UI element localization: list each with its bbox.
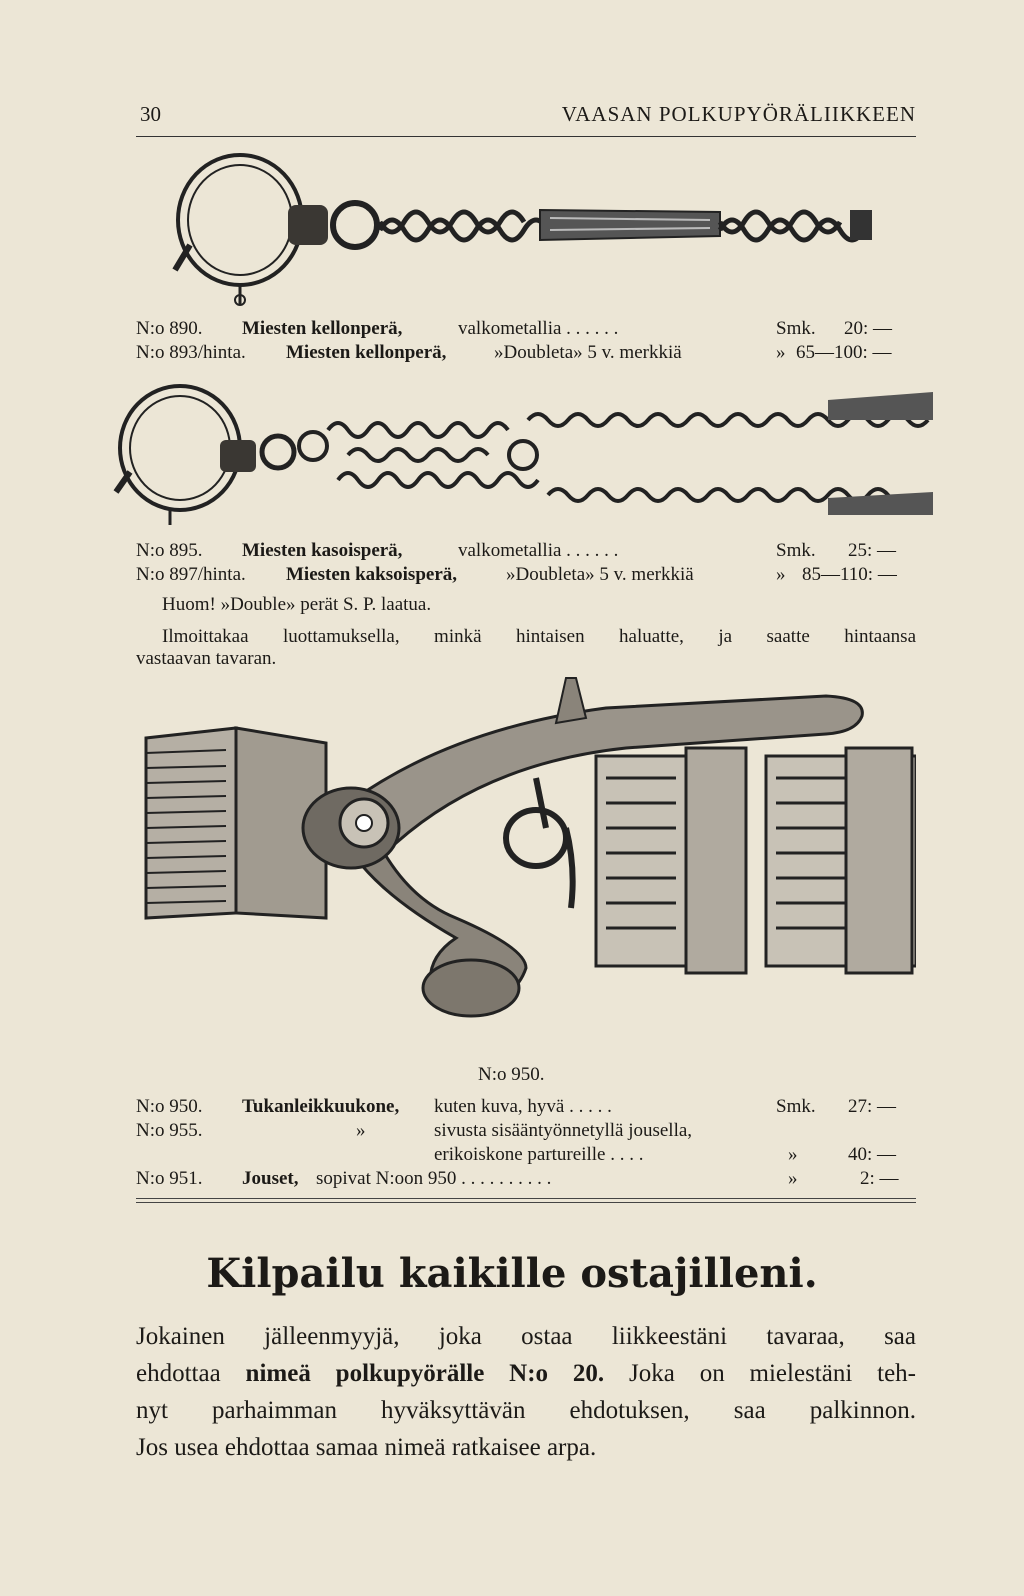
price-row-950 xyxy=(136,1096,916,1122)
currency: » xyxy=(776,342,786,363)
divider-top xyxy=(136,1198,916,1199)
item-number: N:o 955. xyxy=(136,1120,203,1141)
price-row-890 xyxy=(136,318,916,344)
item-price: 20: — xyxy=(844,318,893,339)
currency: Smk. xyxy=(776,1096,816,1117)
item-price: 65—100: — xyxy=(796,342,892,363)
contest-line-4: Jos usea ehdottaa samaa nimeä ratkaisee arpa. xyxy=(136,1434,597,1461)
item-name: Miesten kaksoisperä, xyxy=(286,564,457,585)
notice-line-2: vastaavan tavaran. xyxy=(136,648,277,669)
currency: Smk. xyxy=(776,540,816,561)
item-desc: sopivat N:oon 950 . . . . . . . . . . xyxy=(316,1168,552,1189)
currency: Smk. xyxy=(776,318,816,339)
item-desc: »Doubleta» 5 v. merkkiä xyxy=(494,342,682,363)
clipper-caption: N:o 950. xyxy=(478,1064,545,1085)
currency: » xyxy=(776,564,786,585)
notice-line-1: Ilmoittakaa luottamuksella, minkä hintaisen haluatte, ja saatte hintaansa xyxy=(162,626,916,647)
item-name: Jouset, xyxy=(242,1168,299,1189)
currency: » xyxy=(788,1168,798,1189)
item-desc: valkometallia . . . . . . xyxy=(458,540,619,561)
hair-clipper-illustration xyxy=(126,668,916,1048)
item-price: 2: — xyxy=(860,1168,899,1189)
item-price: 25: — xyxy=(848,540,897,561)
contest-line-2-start: ehdottaa xyxy=(136,1360,221,1387)
item-desc: »Doubleta» 5 v. merkkiä xyxy=(506,564,694,585)
divider-bottom xyxy=(136,1202,916,1203)
contest-line-2-end: Joka on mielestäni teh- xyxy=(629,1360,917,1387)
price-row-897 xyxy=(136,564,916,590)
item-desc: valkometallia . . . . . . xyxy=(458,318,619,339)
contest-line-2 xyxy=(136,1355,916,1392)
item-price: 40: — xyxy=(848,1144,897,1165)
item-name: Miesten kellonperä, xyxy=(286,342,447,363)
contest-bike-name: nimeä polkupyörälle N:o 20. xyxy=(245,1360,605,1387)
page-number: 30 xyxy=(140,102,161,126)
item-price: 27: — xyxy=(848,1096,897,1117)
item-number: N:o 893/hinta. xyxy=(136,342,246,363)
currency: » xyxy=(788,1144,798,1165)
item-desc: kuten kuva, hyvä . . . . . xyxy=(434,1096,612,1117)
contest-line-1: Jokainen jälleenmyyjä, joka ostaa liikkeestäni tavaraa, saa xyxy=(136,1323,916,1350)
price-row-955-cont xyxy=(136,1144,916,1170)
page-header xyxy=(136,96,916,137)
price-row-895 xyxy=(136,540,916,566)
item-desc: erikoiskone partureille . . . . xyxy=(434,1144,644,1165)
item-number: N:o 951. xyxy=(136,1168,203,1189)
item-name: Miesten kellonperä, xyxy=(242,318,403,339)
item-name: » xyxy=(356,1120,366,1141)
watch-chain-illustration xyxy=(160,150,880,310)
quality-note: Huom! »Double» perät S. P. laatua. xyxy=(162,594,432,615)
contest-headline: Kilpailu kaikille ostajilleni. xyxy=(206,1250,818,1297)
item-price: 85—110: — xyxy=(802,564,897,585)
double-chain-illustration xyxy=(108,380,938,540)
item-number: N:o 890. xyxy=(136,318,203,339)
item-name: Miesten kasoisperä, xyxy=(242,540,403,561)
item-name: Tukanleikkuukone, xyxy=(242,1096,400,1117)
item-desc: sivusta sisääntyönnetyllä jousella, xyxy=(434,1120,693,1141)
price-row-893 xyxy=(136,342,916,368)
contest-line-3: nyt parhaimman hyväksyttävän ehdotuksen, saa palkinnon. xyxy=(136,1397,916,1424)
item-number: N:o 897/hinta. xyxy=(136,564,246,585)
item-number: N:o 895. xyxy=(136,540,203,561)
item-number: N:o 950. xyxy=(136,1096,203,1117)
price-row-955 xyxy=(136,1120,916,1146)
header-title: VAASAN POLKUPYÖRÄLIIKKEEN xyxy=(561,102,916,126)
price-row-951 xyxy=(136,1168,916,1194)
